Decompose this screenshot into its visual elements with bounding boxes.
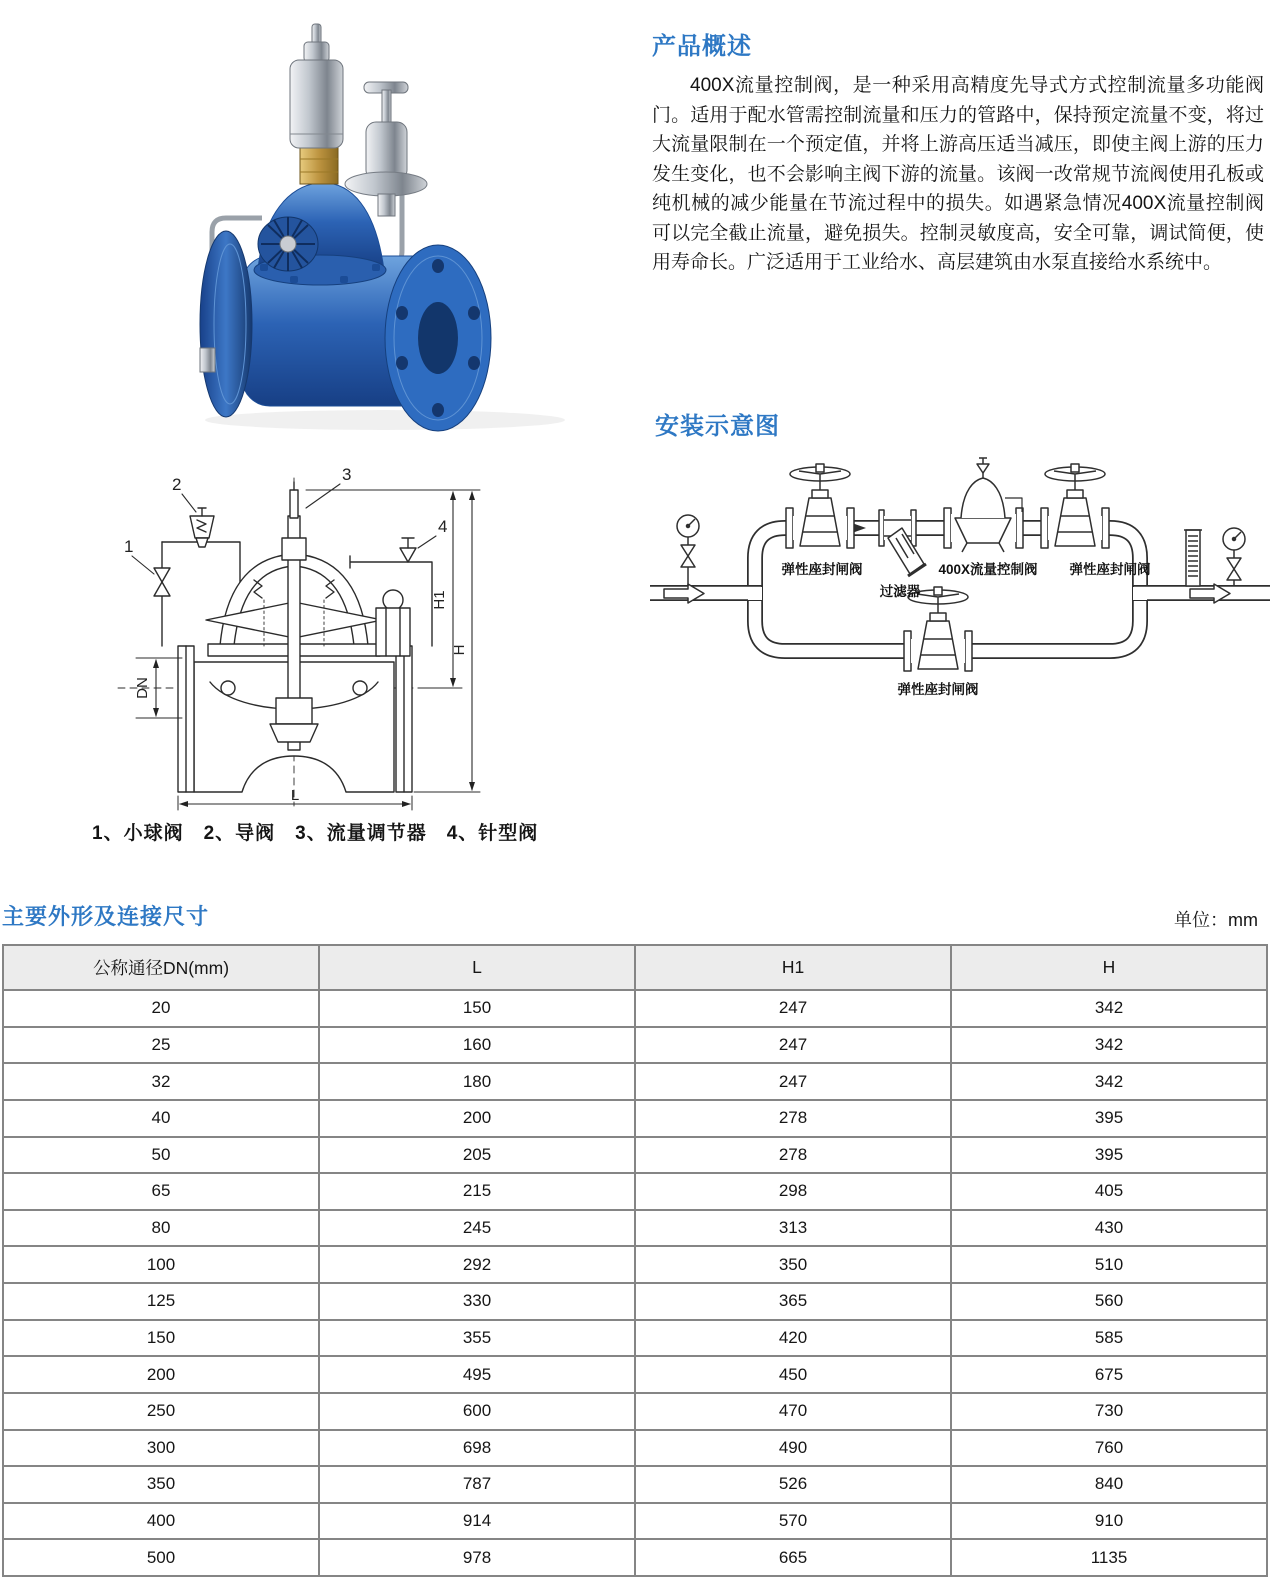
table-header-row [3,945,1267,990]
table-cell: 840 [951,1466,1267,1503]
table-row [3,1100,1267,1137]
left-flange [200,231,252,417]
table-cell: 32 [3,1063,319,1100]
table-cell: 150 [319,990,635,1027]
dimensions-title: 主要外形及连接尺寸 [2,904,210,929]
label-gate-valve-right: 弹性座封闸阀 [1069,562,1151,577]
table-cell: 698 [319,1430,635,1467]
table-cell: 200 [3,1356,319,1393]
column-header-h1: H1 [635,945,951,990]
dimensions-table [2,944,1268,1577]
drawing-caption: 1、小球阀 2、导阀 3、流量调节器 4、针型阀 [92,823,539,844]
installation-diagram [650,446,1270,738]
pilot-valve-symbol [190,508,214,547]
table-cell: 400 [3,1503,319,1540]
table-cell: 405 [951,1173,1267,1210]
table-cell: 250 [3,1393,319,1430]
table-cell: 342 [951,990,1267,1027]
table-cell: 395 [951,1137,1267,1174]
table-row [3,1356,1267,1393]
table-cell: 560 [951,1283,1267,1320]
valve-cross-section [88,450,524,814]
table-cell: 50 [3,1137,319,1174]
bolt-symbol-right [353,681,367,695]
table-cell: 330 [319,1283,635,1320]
ribbed-wheel [258,217,318,271]
overview-section [652,26,1264,278]
right-flange [385,245,491,431]
table-cell: 450 [635,1356,951,1393]
callout-1: 1 [124,537,134,556]
overview-body: 400X流量控制阀，是一种采用高精度先导式方式控制流量多功能阀门。适用于配水管需控制流量和压力的管路中，保持预定流量不变，将过大流量限制在一个预定值，并将上游高压适当减压，即使主阀上游的压力发生变化，也不会影响主阀下游的流量。该阀一改常规节流阀使用孔板或纯机械的减少能量在节流过程中的损失。如遇紧急情况400X流量控制阀可以完全截止流量，避免损失。控制灵敏度高，安全可靠，调试简便，使用寿命长。广泛适用于工业给水、高层建筑由水泵直接给水系统中。 [652,75,1264,273]
callout-3: 3 [342,465,352,484]
gate-valve-left [786,464,854,548]
table-cell: 292 [319,1246,635,1283]
pilot-chamber [376,590,410,656]
table-cell: 150 [3,1320,319,1357]
ball-valve-symbol [154,568,170,582]
table-cell: 585 [951,1320,1267,1357]
needle-valve-symbol [400,548,416,562]
table-cell: 760 [951,1430,1267,1467]
table-row [3,1430,1267,1467]
table-row [3,1393,1267,1430]
dim-label-h: H [451,644,468,656]
table-cell: 65 [3,1173,319,1210]
table-cell: 342 [951,1027,1267,1064]
table-cell: 25 [3,1027,319,1064]
table-cell: 470 [635,1393,951,1430]
table-cell: 675 [951,1356,1267,1393]
table-cell: 978 [319,1539,635,1576]
table-row [3,1246,1267,1283]
table-cell: 80 [3,1210,319,1247]
table-row [3,1539,1267,1576]
table-cell: 500 [3,1539,319,1576]
flow-control-valve-400x [944,458,1023,552]
pilot-cylinder [290,24,343,148]
table-cell: 1135 [951,1539,1267,1576]
column-header-l: L [319,945,635,990]
table-cell: 40 [3,1100,319,1137]
table-cell: 787 [319,1466,635,1503]
callout-4: 4 [438,517,448,536]
table-cell: 180 [319,1063,635,1100]
table-cell: 600 [319,1393,635,1430]
outlet-pressure-gauge [1223,528,1245,586]
column-header-dn: 公称通径DN(mm) [3,945,319,990]
dim-label-l: L [290,787,300,804]
level-gauge [1184,530,1202,586]
photo-shadow [205,410,565,430]
table-cell: 278 [635,1137,951,1174]
table-cell: 365 [635,1283,951,1320]
dim-label-h1: H1 [431,590,448,610]
table-cell: 914 [319,1503,635,1540]
table-cell: 355 [319,1320,635,1357]
pilot-regulator [345,82,427,216]
table-cell: 20 [3,990,319,1027]
table-cell: 205 [319,1137,635,1174]
table-cell: 245 [319,1210,635,1247]
valve-photo-illustration [150,18,630,438]
table-cell: 490 [635,1430,951,1467]
table-row [3,1173,1267,1210]
dimensions-unit: 单位：mm [1174,910,1258,930]
table-row [3,1283,1267,1320]
table-cell: 350 [635,1246,951,1283]
dim-label-dn: DN [134,677,151,699]
table-cell: 100 [3,1246,319,1283]
product-photo [150,18,630,438]
table-cell: 247 [635,1027,951,1064]
installation-schematic [650,446,1270,738]
table-cell: 510 [951,1246,1267,1283]
installation-title: 安装示意图 [655,413,780,440]
table-row [3,1027,1267,1064]
bolt-symbol-left [221,681,235,695]
overview-title: 产品概述 [652,33,752,60]
table-cell: 200 [319,1100,635,1137]
y-strainer [879,510,926,576]
table-cell: 395 [951,1100,1267,1137]
table-cell: 342 [951,1063,1267,1100]
table-cell: 247 [635,1063,951,1100]
gate-valve-bypass [904,587,972,671]
table-cell: 665 [635,1539,951,1576]
table-row [3,1320,1267,1357]
table-row [3,1063,1267,1100]
table-cell: 300 [3,1430,319,1467]
callout-2: 2 [172,475,182,494]
table-cell: 570 [635,1503,951,1540]
gate-valve-right [1041,464,1109,548]
table-cell: 910 [951,1503,1267,1540]
table-row [3,1137,1267,1174]
brass-nut [300,146,338,184]
table-row [3,990,1267,1027]
label-gate-valve-left: 弹性座封闸阀 [781,562,863,577]
table-cell: 313 [635,1210,951,1247]
table-cell: 526 [635,1466,951,1503]
table-cell: 298 [635,1173,951,1210]
table-cell: 160 [319,1027,635,1064]
table-cell: 495 [319,1356,635,1393]
table-cell: 430 [951,1210,1267,1247]
label-strainer: 过滤器 [879,584,921,599]
inlet-pressure-gauge [677,515,699,586]
table-cell: 420 [635,1320,951,1357]
label-gate-valve-bypass: 弹性座封闸阀 [897,682,979,697]
dimensions-section-header [2,900,209,931]
column-header-h: H [951,945,1267,990]
table-row [3,1503,1267,1540]
table-cell: 350 [3,1466,319,1503]
table-cell: 125 [3,1283,319,1320]
table-cell: 247 [635,990,951,1027]
drain-fitting [200,348,215,372]
table-cell: 278 [635,1100,951,1137]
table-row [3,1210,1267,1247]
table-cell: 215 [319,1173,635,1210]
table-row [3,1466,1267,1503]
table-cell: 730 [951,1393,1267,1430]
technical-drawing [88,450,524,814]
label-main-valve: 400X流量控制阀 [938,562,1038,577]
